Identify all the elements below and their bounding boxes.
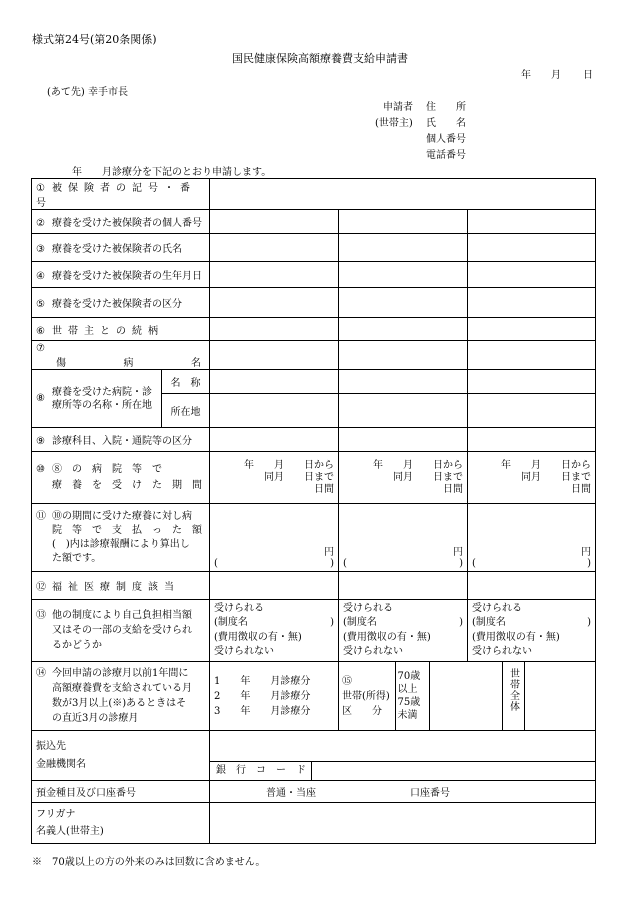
welfare-field-1[interactable] (210, 572, 339, 600)
birthdate-field-3[interactable] (468, 262, 596, 288)
form-title: 国民健康保険高額療養費支給申請書 (232, 52, 408, 65)
hospital-address-field-1[interactable] (210, 394, 339, 428)
row-bank-top (32, 731, 596, 762)
row-birthdate (32, 262, 596, 288)
prior-month-2: 2 年 月診療分 (214, 690, 311, 702)
amount-label-3: ( )内は診療報酬により算出し (52, 538, 190, 550)
institution-name-field[interactable] (210, 731, 596, 762)
holder-name-label: 名義人(世帯主) (36, 826, 104, 837)
row-disease-name (32, 341, 596, 370)
relationship-field-2[interactable] (339, 318, 468, 341)
welfare-field-3[interactable] (468, 572, 596, 600)
period-days: 日間 (314, 483, 334, 495)
fee-collection-option[interactable]: (費用徴収の有・無) (343, 631, 431, 643)
row-number: ⑭ (36, 668, 46, 679)
row-patient-name (32, 234, 596, 262)
applicant-phone-label: 電話番号 (426, 150, 466, 161)
yen-unit: 円 (581, 547, 591, 558)
can-receive-option[interactable]: 受けられる (472, 602, 522, 614)
householder-label: (世帯主) (375, 118, 413, 129)
hospital-label-1: 療養を受けた病院・診 (52, 386, 152, 398)
cannot-receive-option[interactable]: 受けられない (214, 646, 274, 657)
system-name-label: (制度名 (214, 617, 248, 628)
applicant-address-label: 住 所 (426, 102, 466, 113)
disease-field-1[interactable] (210, 341, 339, 370)
disease-label-c: 名 (191, 358, 201, 369)
furigana-label: フリガナ (36, 809, 76, 820)
patient-name-field-1[interactable] (210, 234, 339, 262)
period-until: 同月 日まで (521, 471, 591, 483)
row-number: ⑧ (36, 392, 45, 404)
period-label-2: 療 養 を 受 け た 期 間 (52, 480, 202, 491)
household-income-label: 世帯(所得) (342, 690, 390, 702)
row-department (32, 428, 596, 452)
bank-code-label: 銀 行 コ ー ド (210, 762, 312, 780)
prior-months-field[interactable] (210, 662, 339, 731)
period-field-2[interactable] (339, 452, 468, 504)
disease-field-2[interactable] (339, 341, 468, 370)
paren-close: ) (330, 558, 334, 569)
period-days: 日間 (571, 483, 591, 495)
yen-unit: 円 (324, 547, 334, 558)
birthdate-field-2[interactable] (339, 262, 468, 288)
amount-label-2: 院 等 で 支 払 っ た 額 (52, 524, 202, 536)
category-field-3[interactable] (468, 288, 596, 318)
can-receive-option[interactable]: 受けられる (343, 602, 393, 614)
system-name-label: (制度名 (343, 617, 377, 628)
other-label-2: 又はその一部の支給を受けられ (52, 625, 192, 636)
age-75-a: 75歳 (397, 697, 421, 708)
paren-open: ( (343, 558, 347, 569)
row-personal-number (32, 210, 596, 234)
relationship-field-1[interactable] (210, 318, 339, 341)
row-category (32, 288, 596, 318)
period-from: 年 月 日から (501, 459, 591, 471)
row-label: 療養を受けた被保険者の個人番号 (52, 218, 202, 229)
patient-name-field-2[interactable] (339, 234, 468, 262)
department-field-3[interactable] (468, 428, 596, 452)
hospital-address-field-2[interactable] (339, 394, 468, 428)
fee-collection-option[interactable]: (費用徴収の有・無) (472, 631, 560, 643)
applicant-name-label: 氏 名 (426, 118, 466, 129)
account-type-option[interactable]: 普通・当座 (266, 788, 316, 799)
date-day-label: 日 (583, 70, 593, 81)
row-relationship (32, 318, 596, 341)
row-number: ⑪ (36, 510, 46, 522)
period-label-1: ⑧ の 病 院 等 で (52, 464, 162, 475)
row-label: 福祉医療制度該当 (52, 582, 180, 593)
prior-month-3: 3 年 月診療分 (214, 705, 311, 717)
row-prior-months (32, 662, 596, 731)
system-name-close: ) (587, 617, 591, 628)
amount-label-1: ⑩の期間に受けた療養に対し病 (52, 510, 192, 522)
applicant-label: 申請者 (383, 102, 413, 113)
prior-label-4: の直近3月の診療月 (52, 713, 139, 724)
transfer-to-label: 振込先 (36, 740, 66, 752)
paren-close: ) (587, 558, 591, 569)
disease-field-3[interactable] (468, 341, 596, 370)
addressee: (あて先) 幸手市長 (47, 87, 128, 98)
row-label: 療養を受けた被保険者の生年月日 (52, 271, 202, 282)
period-field-1[interactable] (210, 452, 339, 504)
disease-label-b: 病 (123, 358, 134, 369)
amount-field-2[interactable] (339, 504, 468, 572)
form-number: 様式第24号(第20条関係) (32, 33, 157, 46)
period-field-3[interactable] (468, 452, 596, 504)
account-number-label: 口座番号 (410, 788, 450, 799)
category-field-2[interactable] (339, 288, 468, 318)
department-field-2[interactable] (339, 428, 468, 452)
birthdate-field-1[interactable] (210, 262, 339, 288)
row-hospital-name (32, 370, 596, 394)
row-number: ⑩ (36, 464, 45, 475)
patient-name-field-3[interactable] (468, 234, 596, 262)
row-treatment-period (32, 452, 596, 504)
other-label-1: 他の制度により自己負担相当額 (52, 610, 192, 621)
intro-text: 年 月診療分を下記のとおり申請します。 (72, 167, 272, 178)
fee-collection-option[interactable]: (費用徴収の有・無) (214, 631, 302, 643)
income-division-table (339, 662, 595, 730)
prior-label-2: 高額療養費を支給されている月 (52, 683, 192, 694)
row-other-system (32, 600, 596, 662)
application-table (31, 178, 596, 844)
period-until: 同月 日まで (393, 471, 463, 483)
hospital-name-sublabel: 名 称 (162, 370, 210, 394)
cannot-receive-option[interactable]: 受けられない (343, 646, 403, 657)
personal-number-field-3[interactable] (468, 210, 596, 234)
prior-month-1: 1 年 月診療分 (214, 675, 311, 687)
disease-label-a: 傷 (56, 358, 66, 369)
row-account (32, 781, 596, 803)
other-system-field-1[interactable] (210, 600, 339, 662)
cannot-receive-option[interactable]: 受けられない (472, 646, 532, 657)
whole-household-label: 世帯全体 (507, 668, 519, 712)
insured-number-field[interactable] (210, 179, 596, 210)
prior-label-3: 数が3月以上(※)あるときはそ (52, 698, 187, 709)
row-label: 療養を受けた被保険者の氏名 (52, 244, 182, 255)
yen-unit: 円 (453, 547, 463, 558)
division-label: 区 分 (342, 705, 382, 717)
age-75-b: 未満 (397, 710, 418, 721)
system-name-close: ) (330, 617, 334, 628)
amount-field-3[interactable] (468, 504, 596, 572)
period-from: 年 月 日から (373, 459, 463, 471)
relationship-field-3[interactable] (468, 318, 596, 341)
system-name-close: ) (459, 617, 463, 628)
row-number: ④ (36, 271, 45, 282)
row-amount-paid (32, 504, 596, 572)
hospital-name-field-2[interactable] (339, 370, 468, 394)
paren-open: ( (214, 558, 218, 569)
age-division-field[interactable] (429, 662, 502, 730)
paren-close: ) (459, 558, 463, 569)
hospital-address-sublabel: 所在地 (162, 394, 210, 428)
row-insured-number (32, 179, 596, 210)
other-system-field-2[interactable] (339, 600, 468, 662)
holder-name-field[interactable] (210, 803, 596, 844)
row-number: ⑨ (36, 436, 45, 447)
welfare-field-2[interactable] (339, 572, 468, 600)
row-number: ⑥ (36, 325, 45, 337)
amount-label-4: た額です。 (52, 552, 102, 564)
date-month-label: 月 (551, 70, 561, 81)
category-field-1[interactable] (210, 288, 339, 318)
amount-field-1[interactable] (210, 504, 339, 572)
personal-number-field-1[interactable] (210, 210, 339, 234)
row-number: ⑫ (36, 582, 46, 593)
row-holder (32, 803, 596, 844)
prior-label-1: 今回申請の診療月以前1年間に (52, 668, 189, 679)
personal-number-field-2[interactable] (339, 210, 468, 234)
department-field-1[interactable] (210, 428, 339, 452)
row-number: ⑬ (36, 610, 46, 621)
row-number: ① (36, 183, 45, 194)
whole-household-field[interactable] (524, 662, 595, 730)
can-receive-option[interactable]: 受けられる (214, 602, 264, 614)
row-label: 被保険者の記号・番号 (36, 183, 196, 209)
row-number: ③ (36, 244, 45, 255)
footnote: ※ 70歳以上の方の外来のみは回数に含めません。 (32, 857, 266, 868)
hospital-name-field-1[interactable] (210, 370, 339, 394)
period-days: 日間 (443, 483, 463, 495)
period-from: 年 月 日から (244, 459, 334, 471)
row-label: 療養を受けた被保険者の区分 (52, 299, 182, 310)
period-until: 同月 日まで (264, 471, 334, 483)
row-label: 世帯主との続柄 (52, 325, 164, 337)
other-system-field-3[interactable] (468, 600, 596, 662)
paren-open: ( (472, 558, 476, 569)
applicant-personal-number-label: 個人番号 (426, 134, 466, 145)
age-70-a: 70歳 (397, 671, 421, 682)
hospital-label-2: 療所等の名称・所在地 (52, 399, 152, 411)
system-name-label: (制度名 (472, 617, 506, 628)
row-number: ② (36, 218, 45, 229)
hospital-name-field-3[interactable] (468, 370, 596, 394)
account-label: 預金種目及び口座番号 (32, 781, 210, 803)
row-number: ⑦ (36, 343, 45, 354)
date-year-label: 年 (521, 70, 531, 81)
institution-label: 金融機関名 (36, 758, 86, 770)
income-division-number: ⑮ (342, 675, 352, 687)
hospital-address-field-3[interactable] (468, 394, 596, 428)
row-welfare (32, 572, 596, 600)
other-label-3: るかどうか (52, 640, 102, 651)
row-number: ⑤ (36, 299, 45, 310)
row-label: 診療科目、入院・通院等の区分 (52, 436, 192, 447)
age-70-b: 以上 (397, 684, 418, 695)
